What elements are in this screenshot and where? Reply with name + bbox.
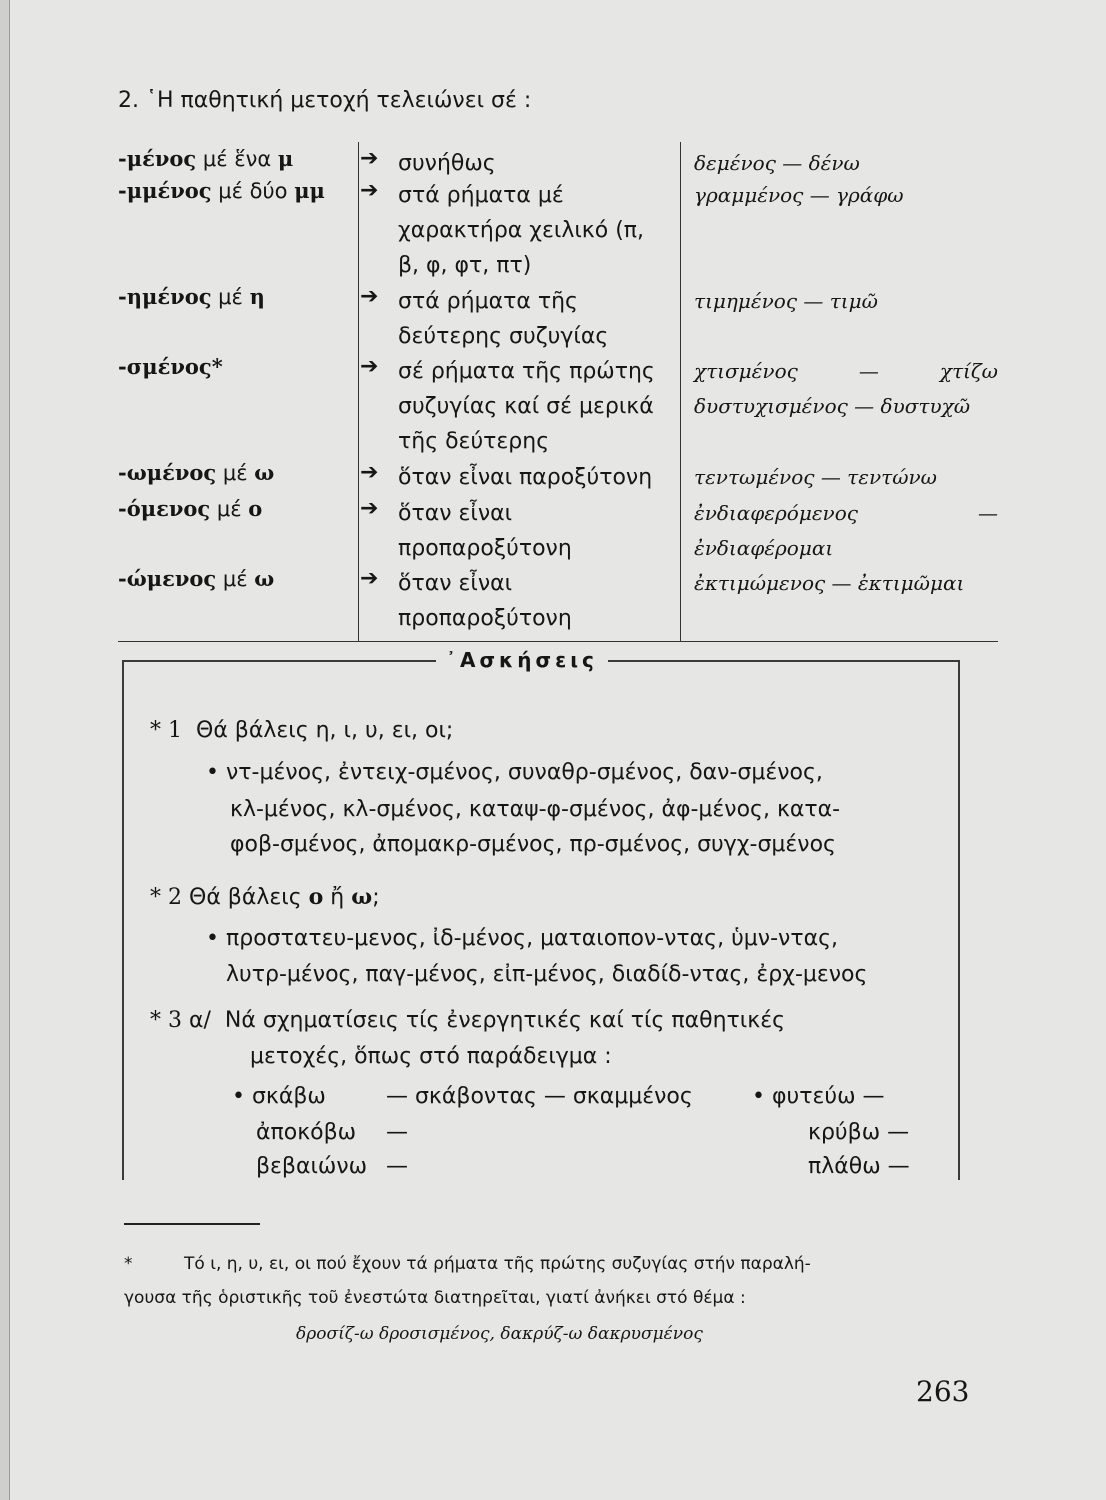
rule-cell: στά ρήματα τῆς δεύτερης συζυγίας — [398, 289, 609, 349]
exercise-1-prompt: * 1 Θά βάλεις η, ι, υ, ει, οι; — [150, 718, 454, 743]
example-cell: ἐνδιαφερόμενος — ἐνδιαφέρομαι — [694, 501, 998, 560]
exercise-3-answer: — — [386, 1154, 408, 1179]
table-bottom-rule — [118, 641, 998, 642]
exercise-3-answer: — — [386, 1120, 408, 1145]
example-cell: γραμμένος — γράφω — [694, 183, 904, 207]
bullet-icon: • — [232, 1084, 245, 1109]
ending-cell: -μμένος μέ δύο μμ — [118, 178, 325, 203]
exercise-1-line: φοβ-σμένος, ἀπομακρ-σμένος, πρ-σμένος, συγχ-σμένος — [230, 832, 836, 857]
page-edge — [0, 0, 10, 1500]
bullet-icon: • — [206, 926, 219, 951]
rule-cell: στά ρήματα μέ χαρακτήρα χειλικό (π, β, φ, φτ, πτ) — [398, 183, 645, 278]
table-divider-1 — [358, 142, 359, 642]
example-cell: τιμημένος — τιμῶ — [694, 289, 878, 313]
example-cell: ἐκτιμώμενος — ἐκτιμῶμαι — [694, 571, 965, 595]
arrow-icon: ➔ — [360, 354, 379, 379]
arrow-icon: ➔ — [360, 496, 379, 521]
exercises-title: ᾿Ασκήσεις — [436, 648, 608, 672]
page-number: 263 — [916, 1375, 970, 1408]
arrow-icon: ➔ — [360, 146, 379, 171]
exercise-3-word: κρύβω — — [808, 1120, 910, 1145]
footnote-example: δροσίζ-ω δροσισμένος, δακρύζ-ω δακρυσμένος — [296, 1324, 703, 1344]
arrow-icon: ➔ — [360, 284, 379, 309]
exercise-3-answer: — σκάβοντας — σκαμμένος — [386, 1084, 693, 1109]
exercise-1-line: • ντ-μένος, ἐντειχ-σμένος, συναθρ-σμένος, δαν-σμένος, — [206, 760, 823, 785]
rule-cell: ὅταν εἶναι προπαροξύτονη — [398, 501, 572, 561]
rule-cell: ὅταν εἶναι παροξύτονη — [398, 465, 653, 490]
exercise-3-word: • φυτεύω — — [752, 1084, 885, 1109]
bullet-icon: • — [752, 1084, 765, 1109]
footnote-line: γουσα τῆς ὁριστικῆς τοῦ ἐνεστώτα διατηρεῖται, γιατί ἀνήκει στό θέμα : — [124, 1288, 746, 1308]
exercise-2-line: • προστατευ-μενος, ἰδ-μένος, ματαιοπον-ντας, ὑμν-ντας, — [206, 926, 838, 951]
ending-cell: -σμένος* — [118, 354, 223, 379]
exercise-3-word: βεβαιώνω — [256, 1154, 368, 1179]
exercise-2-line: λυτρ-μένος, παγ-μένος, εἰπ-μένος, διαδίδ-ντας, ἐρχ-μενος — [226, 962, 868, 987]
rule-cell: συνήθως — [398, 151, 496, 176]
example-cell: δεμένος — δένω — [694, 151, 860, 175]
ending-cell: -ώμενος μέ ω — [118, 566, 275, 591]
ending-cell: -ωμένος μέ ω — [118, 460, 275, 485]
example-cell: χτισμένος — χτίζω δυστυχισμένος — δυστυχῶ — [694, 359, 998, 418]
exercise-3-word: πλάθω — — [808, 1154, 910, 1179]
exercise-3-word: • σκάβω — [232, 1084, 326, 1109]
exercise-3-word: ἀποκόβω — [256, 1120, 357, 1145]
footnote-line: Τό ι, η, υ, ει, οι πού ἔχουν τά ρήματα τῆς πρώτης συζυγίας στήν παραλή- — [184, 1254, 811, 1274]
bullet-icon: • — [206, 760, 219, 785]
ending-cell: -όμενος μέ ο — [118, 496, 263, 521]
footnote-marker: * — [124, 1254, 133, 1274]
exercise-3-prompt-cont: μετοχές, ὅπως στό παράδειγμα : — [250, 1044, 612, 1069]
footnote-rule — [124, 1223, 260, 1225]
table-divider-2 — [680, 142, 681, 642]
arrow-icon: ➔ — [360, 178, 379, 203]
arrow-icon: ➔ — [360, 566, 379, 591]
exercise-1-line: κλ-μένος, κλ-σμένος, καταψ-φ-σμένος, ἀφ-μένος, κατα- — [230, 797, 841, 822]
section-heading: 2. ῾Η παθητική μετοχή τελειώνει σέ : — [118, 88, 532, 113]
rule-cell: ὅταν εἶναι προπαροξύτονη — [398, 571, 572, 631]
arrow-icon: ➔ — [360, 460, 379, 485]
exercise-2-prompt: * 2 Θά βάλεις ο ἤ ω; — [150, 884, 380, 910]
example-cell: τεντωμένος — τεντώνω — [694, 465, 937, 489]
rule-cell: σέ ρήματα τῆς πρώτης συζυγίας καί σέ μερικά τῆς δεύτερης — [398, 359, 655, 454]
ending-cell: -ημένος μέ η — [118, 284, 265, 309]
exercise-3-prompt: * 3 α/ Νά σχηματίσεις τίς ἐνεργητικές καί τίς παθητικές — [150, 1008, 785, 1033]
ending-cell: -μένος μέ ἕνα μ — [118, 146, 294, 171]
